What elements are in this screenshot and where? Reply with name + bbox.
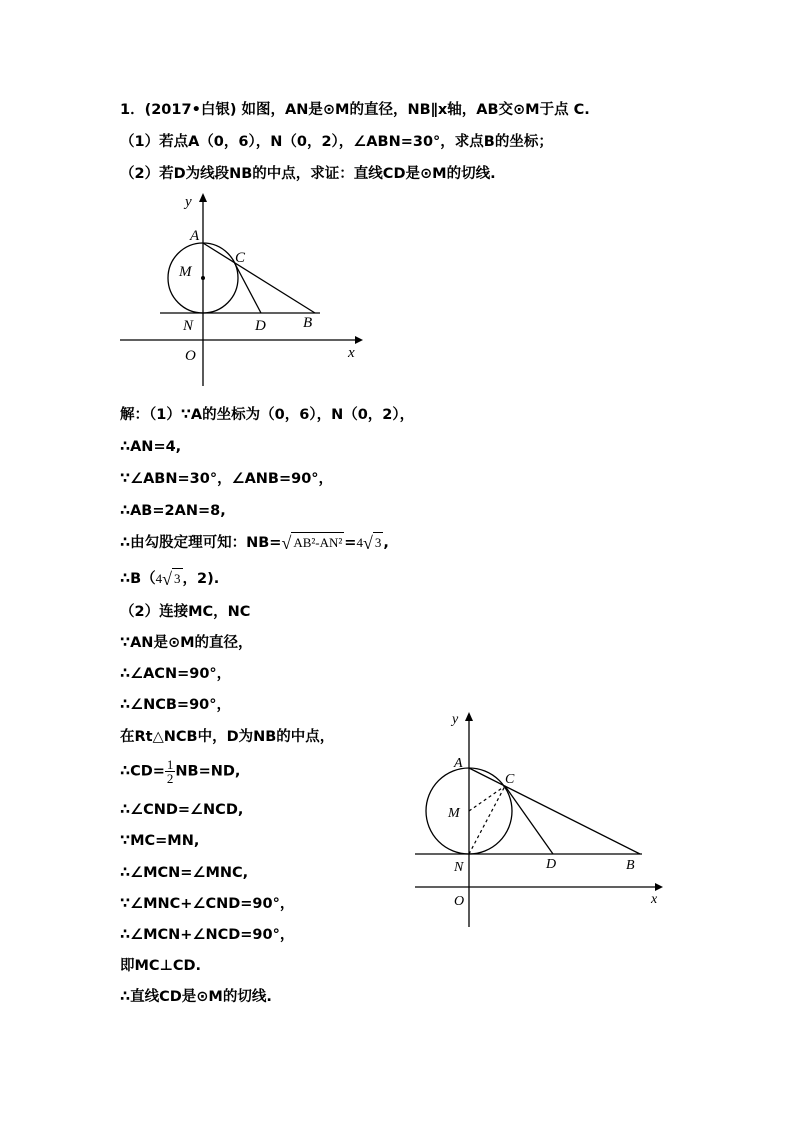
solution-line-9: ∴∠ACN=90°， — [120, 666, 232, 682]
fig1-label-o: O — [185, 348, 196, 364]
solution-line-4: ∴AB=2AN=8, — [120, 503, 226, 519]
solution-line-10: ∴∠NCB=90°， — [120, 697, 231, 713]
fig1-line-ab — [203, 243, 315, 313]
fig1-x-arrow — [355, 336, 363, 344]
problem-part2: （2）若D为线段NB的中点，求证：直线CD是⊙M的切线. — [120, 166, 496, 182]
solution-line-2: ∴AN=4, — [120, 439, 182, 455]
solution-line-7: （2）连接MC，NC — [120, 604, 251, 620]
sqrt-radicand: AB²-AN² — [291, 532, 344, 553]
solution-line-14: ∵MC=MN, — [120, 833, 200, 849]
figure-1 — [115, 190, 365, 390]
solution-line-13: ∴∠CND=∠NCD, — [120, 802, 244, 818]
solution-line-15: ∴∠MCN=∠MNC, — [120, 865, 249, 881]
fig1-label-c: C — [235, 250, 246, 266]
fig2-label-b: B — [626, 858, 635, 873]
fig2-line-mc — [469, 786, 505, 811]
fig1-label-m: M — [179, 264, 192, 280]
solution-line-18: 即MC⊥CD. — [120, 958, 202, 974]
fig2-label-x: x — [651, 892, 658, 907]
solution-line-8: ∵AN是⊙M的直径， — [120, 635, 253, 651]
fig2-label-n: N — [454, 860, 464, 875]
problem-title: 1．(2017•白银) 如图，AN是⊙M的直径，NB∥x轴，AB交⊙M于点 C. — [120, 102, 590, 118]
sqrt-coordinate: 4√ 3 — [155, 569, 181, 589]
sqrt-result: 4√ 3 — [356, 533, 382, 553]
equals-sign: = — [344, 535, 357, 551]
solution-line-17: ∴∠MCN+∠NCD=90°， — [120, 927, 295, 943]
fig1-label-b: B — [303, 315, 313, 331]
fig2-label-d: D — [546, 857, 557, 872]
solution-line-5: ∴由勾股定理可知：NB=√ AB²-AN² =4√ 3 , — [120, 533, 389, 553]
fig2-label-m: M — [448, 806, 460, 821]
fig2-label-c: C — [505, 772, 515, 787]
solution-line-6: ∴B（4√ 3 ，2). — [120, 569, 220, 589]
solution-line-11: 在Rt△NCB中，D为NB的中点， — [120, 729, 335, 745]
fig2-label-a: A — [454, 756, 463, 771]
solution-line-3: ∵∠ABN=30°，∠ANB=90°， — [120, 471, 334, 487]
fig2-line-ab — [469, 768, 640, 854]
solution-line-5-text: ∴由勾股定理可知：NB= — [120, 535, 282, 551]
sqrt-expression: √ AB²-AN² — [281, 533, 343, 553]
fig2-label-o: O — [454, 894, 465, 909]
fig2-y-arrow — [465, 712, 473, 721]
fig1-point-m — [201, 276, 205, 280]
solution-line-19: ∴直线CD是⊙M的切线. — [120, 989, 272, 1005]
fig2-line-nc — [469, 786, 505, 854]
fig2-label-y: y — [452, 712, 459, 727]
fig1-label-n: N — [183, 318, 194, 334]
figure-2 — [410, 705, 670, 930]
fig2-line-cd — [505, 786, 553, 854]
fig1-label-d: D — [255, 318, 266, 334]
fig2-x-arrow — [655, 883, 663, 891]
fig1-label-a: A — [190, 228, 200, 244]
fig1-label-y: y — [185, 194, 192, 210]
solution-line-12: ∴CD= $\frac{1}{2}$ NB=ND, — [120, 757, 241, 786]
solution-line-16: ∵∠MNC+∠CND=90°， — [120, 896, 295, 912]
fig1-y-arrow — [199, 193, 207, 202]
solution-line-1: 解：（1）∵A的坐标为（0，6），N（0，2）， — [120, 407, 415, 423]
fraction-half: $\frac{1}{2}$ — [166, 757, 174, 786]
fig1-label-x: x — [348, 345, 355, 361]
problem-part1: （1）若点A（0，6），N（0，2），∠ABN=30°，求点B的坐标； — [120, 134, 553, 150]
